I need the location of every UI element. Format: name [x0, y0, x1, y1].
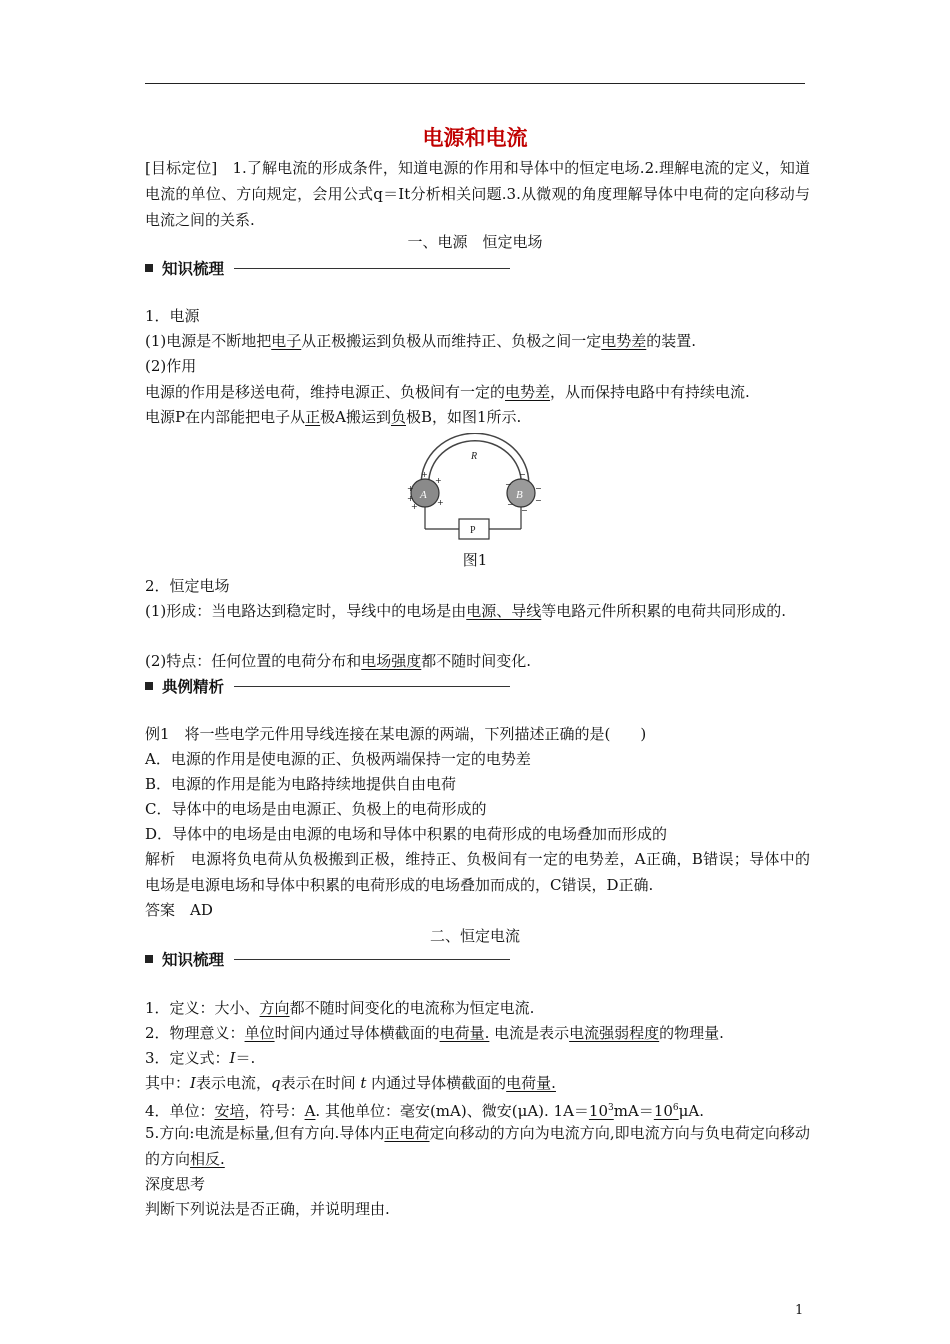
- underlined-answer: 安培: [214, 1102, 245, 1120]
- text: 4．单位：: [145, 1102, 215, 1120]
- text: 都不随时间变化.: [421, 652, 532, 670]
- item1-1: [145, 328, 810, 354]
- symbol: t: [360, 1074, 367, 1092]
- text: 等电路元件所积累的电荷共同形成的.: [541, 602, 787, 620]
- label-r: R: [471, 451, 478, 462]
- svg-text:+: +: [421, 470, 428, 479]
- option-c: C．导体中的电场是由电源正、负极上的电荷形成的: [145, 800, 487, 818]
- section1-title: 一、电源 恒定电场: [407, 233, 543, 251]
- text: 极A搬运到: [320, 408, 391, 426]
- example-heading: [145, 676, 510, 696]
- label-p: P: [470, 525, 476, 536]
- knowledge-heading-1: [145, 258, 510, 278]
- svg-text:−: −: [519, 470, 526, 479]
- underlined-answer: 电子: [271, 332, 302, 350]
- square-bullet-icon: [145, 264, 153, 272]
- example-heading-label: 典例精析: [162, 678, 225, 696]
- underlined-answer: 方向: [259, 999, 290, 1017]
- objectives-tag: [目标定位]: [145, 159, 218, 177]
- text: 极B，如图1所示.: [405, 408, 522, 426]
- text: ，符号：: [244, 1102, 305, 1120]
- text: 其中：: [145, 1074, 191, 1092]
- underlined-answer: 电场强度: [361, 652, 422, 670]
- heading-rule: [234, 268, 510, 269]
- svg-text:+: +: [407, 484, 414, 493]
- text: 10: [588, 1102, 609, 1120]
- square-bullet-icon: [145, 955, 153, 963]
- item2-1: [145, 598, 810, 624]
- where-line: [145, 1070, 810, 1096]
- underlined-answer: [654, 1102, 679, 1120]
- symbol: q: [270, 1074, 281, 1092]
- text: μA.: [678, 1102, 704, 1120]
- text: . 其他单位：毫安(mA)、微安(μA). 1A＝: [315, 1102, 589, 1120]
- svg-text:+: +: [435, 476, 442, 485]
- example-question: 例1 将一些电学元件用导线连接在某电源的两端，下列描述正确的是( ): [145, 725, 647, 743]
- option-d: D．导体中的电场是由电源的电场和导体中积累的电荷形成的电场叠加而形成的: [145, 825, 668, 843]
- section2-title: 二、恒定电流: [429, 927, 520, 945]
- knowledge-heading-label: 知识梳理: [162, 951, 225, 969]
- heading-rule: [234, 686, 510, 687]
- circuit-figure: [395, 433, 555, 545]
- svg-text:−: −: [535, 496, 542, 505]
- text: 时间内通过导体横截面的: [274, 1024, 440, 1042]
- text: 的物理量.: [659, 1024, 724, 1042]
- header-rule: [145, 83, 805, 84]
- underlined-answer: 正电荷: [384, 1124, 430, 1142]
- underlined-answer: 电源、导线: [466, 602, 542, 620]
- svg-text:−: −: [507, 500, 514, 509]
- text: 表示电流，: [195, 1074, 271, 1092]
- text: (2)特点：任何位置的电荷分布和: [145, 652, 362, 670]
- option-b: B．电源的作用是能为电路持续地提供自由电荷: [145, 775, 457, 793]
- item2-2: [145, 648, 810, 674]
- text: 10: [653, 1102, 673, 1120]
- text: 电流是表示: [489, 1024, 570, 1042]
- formula-line: [145, 1045, 810, 1071]
- definition-line: [145, 995, 810, 1021]
- symbol: I: [190, 1074, 196, 1092]
- item1-head: 1．电源: [145, 307, 200, 325]
- text: 2．物理意义：: [145, 1024, 245, 1042]
- svg-text:+: +: [407, 494, 414, 503]
- symbol: I: [229, 1049, 236, 1067]
- heading-rule: [234, 959, 510, 960]
- text: 3．定义式：: [145, 1049, 230, 1067]
- svg-text:+: +: [437, 498, 444, 507]
- text: 从正极搬运到负极从而维持正、负极之间一定: [301, 332, 602, 350]
- exponent: 6: [672, 1103, 679, 1113]
- square-bullet-icon: [145, 682, 153, 690]
- deep-think: 深度思考: [145, 1175, 206, 1193]
- text: 电源的作用是移送电荷，维持电源正、负极间有一定的: [145, 383, 506, 401]
- underlined-answer: A: [304, 1102, 316, 1120]
- label-b: B: [516, 489, 523, 501]
- figure-caption: 图1: [462, 551, 488, 569]
- underlined-answer: 单位: [244, 1024, 275, 1042]
- label-a: A: [420, 489, 427, 501]
- underlined-answer: 负: [390, 408, 406, 426]
- text: 内通过导体横截面的: [366, 1074, 507, 1092]
- svg-text:−: −: [535, 484, 542, 493]
- analysis: 解析 电源将负电荷从负极搬到正极，维持正、负极间有一定的电势差，A正确，B错误；导体中的电场是电源电场和导体中积累的电荷形成的电场叠加而成的，C错误，D正确.: [145, 850, 810, 894]
- text: 表示在时间: [280, 1074, 361, 1092]
- text: mA＝: [613, 1102, 654, 1120]
- underlined-answer: 相反.: [190, 1150, 225, 1168]
- item2-head: 2．恒定电场: [145, 577, 230, 595]
- underlined-answer: 电流强弱程度: [569, 1024, 660, 1042]
- item1-2-head: (2)作用: [145, 357, 197, 375]
- meaning-line: [145, 1020, 810, 1046]
- item1-2-line2: [145, 404, 810, 430]
- underlined-answer: 正: [305, 408, 321, 426]
- text: ，从而保持电路中有持续电流.: [550, 383, 750, 401]
- objectives-text: 1.了解电流的形成条件，知道电源的作用和导体中的恒定电场.2.理解电流的定义，知道电流的单位、方向规定，会用公式q＝It分析相关问题.3.从微观的角度理解导体中电荷的定向移动与电流之间的关系.: [145, 159, 810, 229]
- underlined-answer: 电势差: [505, 383, 551, 401]
- page-title: 电源和电流: [422, 126, 528, 150]
- underlined-answer: 电荷量.: [506, 1074, 556, 1092]
- svg-text:+: +: [411, 502, 418, 511]
- text: ＝.: [235, 1049, 256, 1067]
- direction-line: [145, 1120, 810, 1172]
- svg-text:−: −: [505, 480, 512, 489]
- text: 的装置.: [646, 332, 697, 350]
- text: (1)形成：当电路达到稳定时，导线中的电场是由: [145, 602, 467, 620]
- text: 电源P在内部能把电子从: [145, 408, 306, 426]
- exponent: 3: [608, 1103, 614, 1113]
- text: 1．定义：大小、: [145, 999, 260, 1017]
- knowledge-heading-2: [145, 949, 510, 969]
- text: (1)电源是不断地把: [145, 332, 272, 350]
- page-number: 1: [795, 1303, 804, 1318]
- item1-2-line1: [145, 379, 810, 405]
- underlined-answer: [589, 1102, 614, 1120]
- option-a: A．电源的作用是使电源的正、负极两端保持一定的电势差: [145, 750, 531, 768]
- underlined-answer: 电势差: [601, 332, 647, 350]
- underlined-answer: 电荷量.: [439, 1024, 490, 1042]
- judge-prompt: 判断下列说法是否正确，并说明理由.: [145, 1200, 390, 1218]
- text: 5.方向:电流是标量,但有方向.导体内: [145, 1124, 385, 1142]
- answer: 答案 AD: [145, 901, 213, 919]
- text: 都不随时间变化的电流称为恒定电流.: [289, 999, 535, 1017]
- text: 定向移动的方向为电流方向,即电流方向与负电荷定向移动的方向: [145, 1124, 810, 1168]
- knowledge-heading-label: 知识梳理: [162, 260, 225, 278]
- svg-text:−: −: [521, 506, 528, 515]
- objectives: [145, 155, 810, 233]
